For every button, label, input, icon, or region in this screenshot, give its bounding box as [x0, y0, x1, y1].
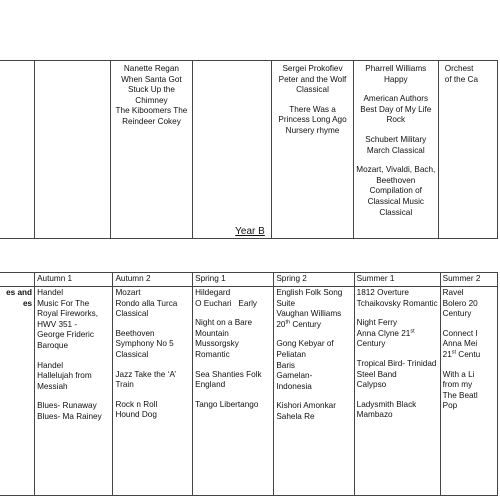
music-entry-line: Ravel [442, 288, 464, 297]
music-entry-line: Blues- Runaway [37, 401, 97, 411]
music-entry-line: Jazz Take the ‘A’ [115, 369, 177, 379]
music-entry-line: HWV 351 - [37, 319, 78, 329]
music-entry-line: Tropical Bird- Trinidad [356, 358, 437, 368]
music-entry-line: Kishori Amonkar [276, 401, 336, 411]
music-entry-line: English Folk Song [276, 288, 343, 297]
music-entry-line: March Classical [366, 145, 425, 155]
music-entry-line: Sahela Re [276, 411, 315, 421]
music-entry-line: Romantic [195, 349, 230, 359]
music-entry-line: Pop [442, 401, 458, 411]
music-entry-line: Sea Shanties Folk [195, 369, 262, 379]
music-entry-line: Anna Clyne 21st [356, 328, 415, 338]
year-a-cell [438, 61, 497, 239]
music-entry-line: Calypso [356, 380, 387, 390]
year-a-cell [353, 61, 438, 239]
year-b-cell [274, 287, 354, 496]
music-entry-line: Mozart [115, 288, 141, 297]
music-entry-line: Classical [379, 207, 413, 217]
block-gap [115, 320, 190, 329]
year-b-cell [35, 287, 113, 496]
music-entry-line: Symphony No 5 [115, 339, 174, 349]
music-entry-line: Music For The [37, 298, 90, 308]
music-entry-line: Century [442, 309, 472, 319]
block-gap [195, 361, 271, 370]
music-entry-line: Hildegard [195, 288, 231, 297]
music-entry-line: Night on a Bare [195, 318, 253, 328]
year-a-cell [192, 61, 271, 239]
music-entry-line: Anna Mei [442, 339, 478, 349]
year-b-body-row [0, 287, 498, 496]
year-a-table [0, 60, 498, 239]
block-gap [443, 361, 495, 370]
music-entry-line: The Kiboomers The [115, 106, 188, 116]
music-entry-line: Schubert Military [365, 134, 427, 144]
term-header: Autumn 2 [113, 273, 193, 287]
year-a-cell [272, 61, 354, 239]
music-entry-line: Happy [383, 74, 408, 84]
music-entry-line: Orchest [444, 64, 474, 73]
music-entry-line: Blues- Ma Rainey [37, 411, 102, 421]
music-entry-line: Stuck Up the [128, 85, 175, 95]
music-entry-line: England [195, 380, 226, 390]
term-header [0, 273, 35, 287]
year-b-table [0, 272, 498, 496]
year-a-cell [34, 61, 111, 239]
term-header: Summer 1 [354, 273, 440, 287]
block-gap [356, 126, 436, 135]
music-entry-line: from my [442, 380, 473, 390]
block-gap [357, 391, 438, 400]
term-header: Autumn 1 [35, 273, 113, 287]
music-entry-line: Rock n Roll [115, 399, 158, 409]
block-gap [276, 392, 351, 401]
music-entry-line: American Authors [363, 94, 429, 104]
music-entry-line: When Santa Got [121, 74, 182, 84]
music-entry-line: Gong Kebyar of [276, 339, 334, 349]
music-entry-line: Nursery rhyme [285, 125, 340, 135]
year-b-cell [440, 287, 497, 496]
music-entry-line: Century [356, 339, 386, 349]
music-entry-line: Mussorgsky [195, 339, 239, 349]
music-entry-line: Hound Dog [115, 410, 157, 420]
music-entry-line: Indonesia [276, 381, 312, 391]
music-entry-line: Mambazo [356, 410, 393, 420]
block-gap [357, 350, 438, 359]
music-entry-line: Tango Libertango [195, 399, 259, 409]
music-entry-line: Suite [276, 298, 296, 308]
music-entry-line: Classical [115, 349, 149, 359]
music-entry-line: Sergei Prokofiev [282, 64, 343, 73]
block-gap [356, 85, 436, 94]
music-entry-line: Handel [37, 360, 64, 370]
music-entry-line: Classical Music [367, 196, 424, 206]
music-entry-line: Handel [37, 288, 64, 297]
music-entry-line: Hallelujah from [37, 371, 92, 381]
music-entry-line: Chimney [135, 95, 168, 105]
block-gap [115, 361, 190, 370]
music-entry-line: Mozart, Vivaldi, Bach, [356, 165, 436, 175]
year-b-heading: Year B [235, 226, 265, 237]
block-gap [37, 392, 110, 401]
music-entry-line: Beethoven [376, 175, 416, 185]
music-entry-line: of the Ca [444, 74, 478, 84]
music-entry-line: Rondo alla Turca [115, 298, 178, 308]
music-entry-line: 20th Century [276, 319, 321, 329]
music-entry-line: Messiah [37, 381, 68, 391]
block-gap [115, 391, 190, 400]
term-header: Spring 2 [274, 273, 354, 287]
music-entry-line: Peter and the Wolf [278, 74, 347, 84]
music-entry-line: Ladysmith Black [356, 399, 417, 409]
music-entry-line: George Frideric [37, 330, 94, 340]
term-header: Summer 2 [440, 273, 497, 287]
music-entry-line: Beethoven [115, 328, 155, 338]
music-entry-line: Train [115, 380, 134, 390]
music-entry-line: Nanette Regan [123, 64, 179, 73]
music-entry-line: Best Day of My Life [360, 104, 432, 114]
year-b-cell [193, 287, 274, 496]
row-label-cell [0, 287, 35, 496]
music-entry-line: Rock [386, 115, 406, 125]
block-gap [195, 391, 271, 400]
music-entry-line: Gamelan- [276, 371, 313, 381]
music-entry-line: Reindeer Cokey [122, 116, 181, 126]
music-entry-line: 21st Centu [442, 349, 481, 359]
block-gap [274, 96, 351, 105]
year-a-cell [0, 61, 34, 239]
block-gap [37, 352, 110, 361]
music-entry-line: Classical [115, 309, 149, 319]
block-gap [357, 309, 438, 318]
music-entry-line: Royal Fireworks, [37, 309, 99, 319]
music-entry-line: Princess Long Ago [278, 115, 347, 125]
block-gap [443, 320, 495, 329]
block-gap [195, 309, 271, 318]
music-entry-line: Bolero 20 [442, 298, 478, 308]
music-entry-line: Steel Band [356, 369, 397, 379]
music-entry-line: Pharrell Williams [365, 64, 427, 73]
year-b-header-row [0, 273, 498, 287]
music-entry-line: Mountain [195, 328, 229, 338]
music-entry-line: Compilation of [369, 186, 422, 196]
block-gap [276, 330, 351, 339]
music-entry-line: 1812 Overture [356, 288, 409, 297]
term-header: Spring 1 [193, 273, 274, 287]
music-entry-line: Baris [276, 360, 295, 370]
music-entry-line: Tchaikovsky Romantic [356, 298, 438, 308]
row-label-line: es and [6, 288, 33, 297]
music-entry-line: Night Ferry [356, 318, 398, 328]
music-entry-line: The Beatl [442, 390, 478, 400]
music-entry-line: Classical [296, 85, 329, 95]
year-a-cell [111, 61, 193, 239]
block-gap [356, 156, 436, 165]
year-b-cell [113, 287, 193, 496]
row-label-line: es [22, 298, 33, 308]
music-entry-line: Peliatan [276, 349, 306, 359]
music-entry-line: O Euchari Early [195, 298, 258, 308]
music-entry-line: Connect I [442, 328, 478, 338]
music-entry-line: Vaughan Williams [276, 309, 342, 319]
music-entry-line: With a Li [442, 369, 475, 379]
year-b-cell [354, 287, 440, 496]
music-entry-line: Baroque [37, 340, 69, 350]
music-entry-line: There Was a [289, 104, 336, 114]
